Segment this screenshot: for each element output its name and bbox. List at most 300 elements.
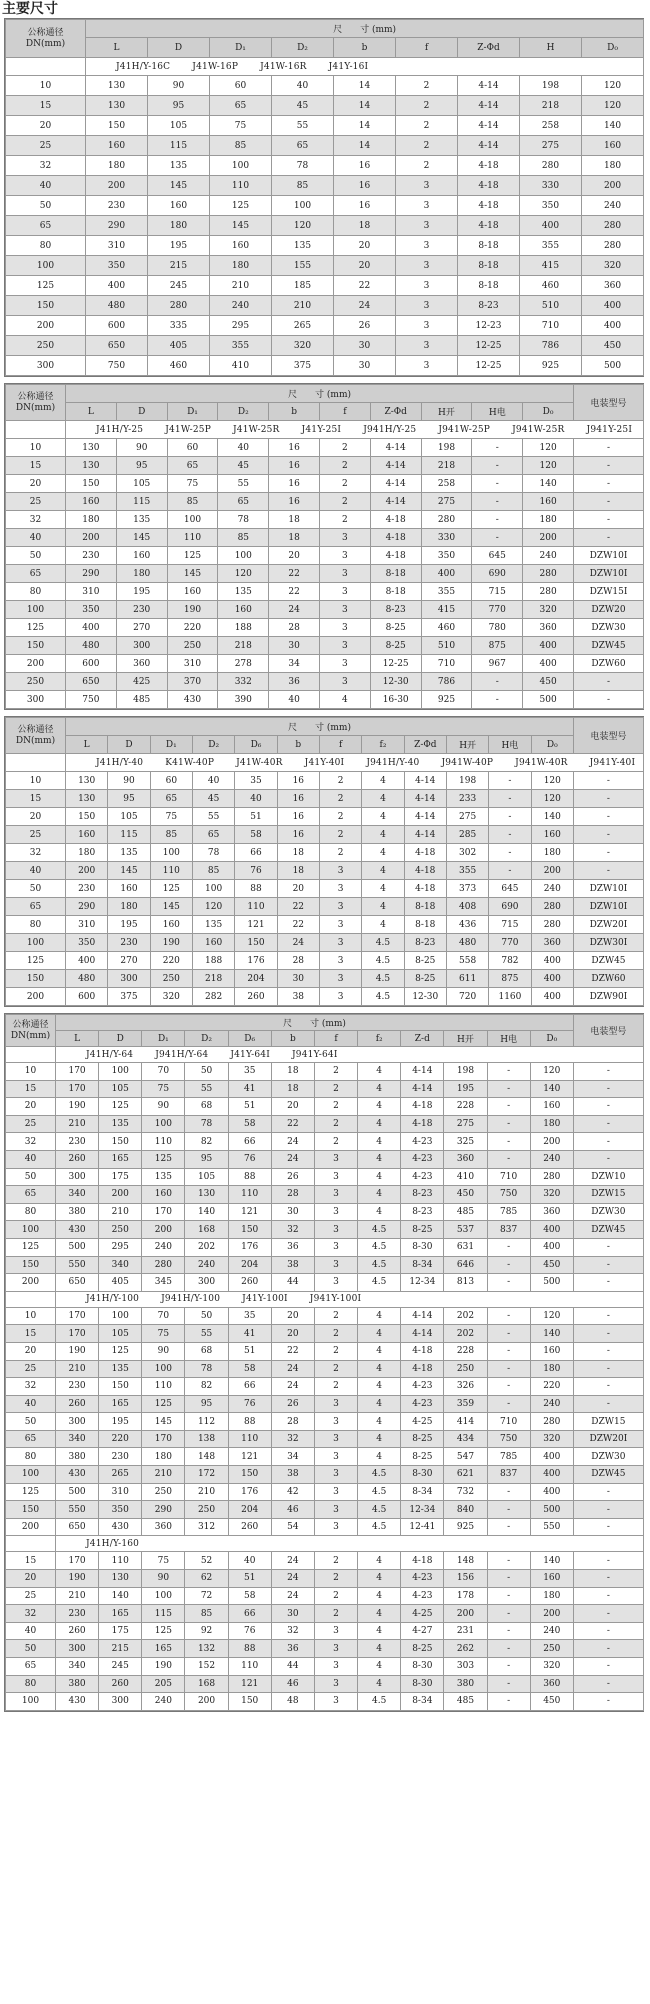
value-cell: 110 [228,1658,271,1676]
value-cell: 8-23 [404,934,446,952]
value-cell: 41 [228,1325,271,1343]
value-cell: 250 [530,1640,573,1658]
dn-cell: 65 [6,1430,56,1448]
dn-cell: 25 [6,1587,56,1605]
value-cell: - [487,1570,530,1588]
value-cell: 925 [520,356,582,376]
value-cell: 2 [396,136,458,156]
value-cell: - [487,1256,530,1274]
value-cell: 85 [272,176,334,196]
dn-cell: 65 [6,898,66,916]
value-cell: - [573,1501,643,1519]
table-row [6,1150,644,1168]
value-cell: 645 [489,880,531,898]
dn-cell: 125 [6,276,86,296]
column-header: H电 [489,736,531,754]
value-cell: 320 [582,256,644,276]
value-cell: 230 [56,1378,99,1396]
value-cell: 925 [444,1518,487,1536]
value-cell: 280 [530,1413,573,1431]
value-cell: 44 [271,1274,314,1292]
value-cell: 4-14 [401,1307,444,1325]
value-cell: 100 [99,1063,142,1081]
model-name: J941W-40P [441,757,494,768]
value-cell: 150 [235,934,277,952]
value-cell: 4-23 [401,1570,444,1588]
value-cell: 72 [185,1587,228,1605]
value-cell: 210 [99,1203,142,1221]
value-cell: 460 [148,356,210,376]
value-cell: 260 [228,1518,271,1536]
value-cell: 8-18 [458,256,520,276]
value-cell: 95 [185,1395,228,1413]
column-header: H [520,38,582,58]
column-header: b [271,1031,314,1047]
value-cell: 690 [472,565,523,583]
dn-cell: 50 [6,547,66,565]
dn-cell: 15 [6,1552,56,1570]
value-cell: 135 [99,1360,142,1378]
value-cell: 8-30 [401,1658,444,1676]
value-cell: 20 [269,547,320,565]
value-cell: 720 [446,988,488,1006]
value-cell: 837 [487,1221,530,1239]
value-cell: 3 [396,256,458,276]
value-cell: 8-25 [401,1640,444,1658]
value-cell: 130 [66,790,108,808]
dn-cell: 150 [6,1501,56,1519]
table-row [6,511,644,529]
value-cell: 2 [319,511,370,529]
value-cell: - [489,826,531,844]
column-header: L [86,38,148,58]
value-cell: 875 [472,637,523,655]
value-cell: 360 [531,934,573,952]
value-cell: - [487,1133,530,1151]
value-cell: 3 [314,1186,357,1204]
dn-cell: 250 [6,673,66,691]
value-cell: 100 [142,1115,185,1133]
value-cell: 360 [142,1518,185,1536]
value-cell: 198 [520,76,582,96]
value-cell: 4.5 [358,1221,401,1239]
value-cell: DZW20I [573,1430,643,1448]
value-cell: - [487,1098,530,1116]
value-cell: 4 [362,808,404,826]
value-cell: - [487,1518,530,1536]
value-cell: 8-25 [404,970,446,988]
value-cell: 3 [319,529,370,547]
value-cell: 350 [421,547,472,565]
dn-cell: 100 [6,601,66,619]
value-cell: 160 [192,934,234,952]
table-row [6,1098,644,1116]
value-cell: 180 [116,565,167,583]
value-cell: 66 [228,1378,271,1396]
value-cell: 4 [358,1395,401,1413]
value-cell: 770 [472,601,523,619]
value-cell: 380 [56,1675,99,1693]
value-cell: 38 [277,988,319,1006]
model-name: J41W-25P [165,424,211,435]
value-cell: 170 [56,1063,99,1081]
value-cell: 180 [530,1360,573,1378]
value-cell: 280 [582,216,644,236]
value-cell: - [573,1518,643,1536]
value-cell: - [487,1622,530,1640]
value-cell: 3 [319,601,370,619]
value-cell: DZW30I [573,934,643,952]
value-cell: 75 [150,808,192,826]
value-cell: 4-14 [401,1080,444,1098]
dn-cell: 80 [6,1675,56,1693]
value-cell: 55 [185,1080,228,1098]
dn-cell: 50 [6,1168,56,1186]
value-cell: 8-25 [401,1430,444,1448]
value-cell: 135 [108,844,150,862]
value-cell: 355 [520,236,582,256]
value-cell: 3 [314,1448,357,1466]
value-cell: 240 [531,880,573,898]
value-cell: 280 [520,156,582,176]
value-cell: - [487,1658,530,1676]
value-cell: 4-27 [401,1622,444,1640]
value-cell: 240 [142,1238,185,1256]
value-cell: 60 [210,76,272,96]
value-cell: 82 [185,1378,228,1396]
dn-header [6,718,66,754]
value-cell: 500 [56,1238,99,1256]
value-cell: 20 [334,256,396,276]
value-cell: 150 [66,808,108,826]
value-cell: 14 [334,96,396,116]
value-cell: 200 [99,1186,142,1204]
value-cell: 345 [142,1274,185,1292]
value-cell: 360 [530,1675,573,1693]
column-header: f₂ [358,1031,401,1047]
value-cell: 125 [142,1395,185,1413]
table-row [6,1325,644,1343]
table-row [6,1448,644,1466]
value-cell: 36 [271,1238,314,1256]
value-cell: 3 [319,988,361,1006]
table-row [6,1063,644,1081]
value-cell: 3 [314,1483,357,1501]
value-cell: 90 [108,772,150,790]
value-cell: 20 [271,1325,314,1343]
value-cell: 200 [142,1221,185,1239]
column-header: D₂ [272,38,334,58]
value-cell: - [487,1080,530,1098]
column-header: H电 [487,1031,530,1047]
model-row-spacer [6,1291,56,1307]
table-row [6,1360,644,1378]
value-cell: 130 [66,439,117,457]
column-header: f [319,403,370,421]
value-cell: 260 [228,1274,271,1292]
value-cell: 58 [228,1360,271,1378]
value-cell: 170 [142,1430,185,1448]
table-row [6,601,644,619]
dn-cell: 65 [6,1658,56,1676]
value-cell: 14 [334,116,396,136]
value-cell: DZW10 [573,1168,643,1186]
value-cell: DZW15 [573,1413,643,1431]
value-cell: - [487,1587,530,1605]
value-cell: 250 [99,1221,142,1239]
value-cell: 4 [362,880,404,898]
value-cell: 430 [56,1693,99,1711]
model-name: J941W-25P [438,424,491,435]
value-cell: 4 [358,1115,401,1133]
value-cell: 82 [185,1133,228,1151]
value-cell: 125 [142,1622,185,1640]
value-cell: 3 [319,934,361,952]
value-cell: 4-23 [401,1168,444,1186]
value-cell: 4-23 [401,1150,444,1168]
column-header: f [314,1031,357,1047]
value-cell: - [573,772,643,790]
value-cell: 150 [228,1693,271,1711]
value-cell: 3 [314,1622,357,1640]
value-cell: 2 [314,1133,357,1151]
value-cell: 22 [271,1342,314,1360]
value-cell: 3 [319,619,370,637]
value-cell: 4-18 [401,1098,444,1116]
value-cell: 65 [210,96,272,116]
value-cell: 105 [99,1080,142,1098]
value-cell: 30 [271,1605,314,1623]
value-cell: - [573,1395,643,1413]
dn-cell: 200 [6,988,66,1006]
value-cell: 400 [530,1238,573,1256]
value-cell: 4-23 [401,1133,444,1151]
value-cell: 2 [314,1552,357,1570]
value-cell: 460 [520,276,582,296]
value-cell: 88 [228,1413,271,1431]
value-cell: 110 [99,1552,142,1570]
value-cell: 218 [192,970,234,988]
value-cell: 90 [142,1570,185,1588]
value-cell: 4 [362,790,404,808]
table-row [6,1658,644,1676]
value-cell: - [573,826,643,844]
dimension-tables [0,18,650,1712]
value-cell: 3 [396,336,458,356]
value-cell: 380 [444,1675,487,1693]
value-cell: - [573,1080,643,1098]
value-cell: 24 [271,1133,314,1151]
table-row [6,1675,644,1693]
value-cell: 405 [99,1274,142,1292]
value-cell: - [573,1570,643,1588]
value-cell: 3 [396,356,458,376]
value-cell: 220 [99,1430,142,1448]
value-cell: 26 [271,1395,314,1413]
model-list [66,421,644,439]
value-cell: 120 [192,898,234,916]
table-row [6,988,644,1006]
value-cell: 310 [66,583,117,601]
dn-cell: 100 [6,256,86,276]
value-cell: 18 [269,511,320,529]
value-cell: 65 [192,826,234,844]
value-cell: 3 [314,1518,357,1536]
value-cell: 160 [210,236,272,256]
value-cell: 65 [218,493,269,511]
value-cell: 150 [99,1378,142,1396]
value-cell: 8-25 [401,1448,444,1466]
value-cell: 32 [271,1221,314,1239]
value-cell: 8-25 [370,619,421,637]
value-cell: 4-14 [458,96,520,116]
value-cell: 715 [472,583,523,601]
value-cell: 140 [185,1203,228,1221]
dn-header [6,385,66,421]
value-cell: 75 [210,116,272,136]
model-name: J41W-16P [192,61,239,72]
value-cell: 3 [314,1675,357,1693]
value-cell: 4-18 [370,547,421,565]
value-cell: DZW10I [573,898,643,916]
value-cell: 4-14 [370,493,421,511]
column-header: b [277,736,319,754]
value-cell: 510 [520,296,582,316]
value-cell: DZW30 [573,1203,643,1221]
dn-cell: 10 [6,1063,56,1081]
model-name: J41W-16R [260,61,307,72]
column-header-row [6,38,644,58]
value-cell: 92 [185,1622,228,1640]
value-cell: 8-18 [370,583,421,601]
table-row [6,844,644,862]
value-cell: 16 [269,493,320,511]
dn-cell: 150 [6,637,66,655]
column-header: L [66,403,117,421]
value-cell: 95 [116,457,167,475]
value-cell: 750 [86,356,148,376]
value-cell: 400 [523,637,574,655]
model-name: J41H/Y-64 [86,1049,134,1060]
value-cell: 4-14 [370,439,421,457]
value-cell: 275 [444,1115,487,1133]
value-cell: 168 [185,1221,228,1239]
model-list [66,754,644,772]
value-cell: 110 [142,1378,185,1396]
table-row [6,1518,644,1536]
value-cell: 160 [108,880,150,898]
value-cell: 58 [228,1115,271,1133]
dn-cell: 100 [6,1466,56,1484]
value-cell: 85 [167,493,218,511]
value-cell: 4-14 [401,1063,444,1081]
value-cell: 300 [56,1640,99,1658]
column-header: Z-Φd [404,736,446,754]
value-cell: 3 [319,898,361,916]
value-cell: 415 [421,601,472,619]
value-cell: 40 [269,691,320,709]
value-cell: 285 [446,826,488,844]
value-cell: 18 [277,862,319,880]
value-cell: 2 [319,844,361,862]
value-cell: 145 [167,565,218,583]
value-cell: 22 [277,916,319,934]
value-cell: DZW10I [574,565,644,583]
column-header: D₆ [228,1031,271,1047]
value-cell: 400 [66,952,108,970]
value-cell: 145 [148,176,210,196]
value-cell: 3 [314,1274,357,1292]
value-cell: 135 [116,511,167,529]
value-cell: 188 [192,952,234,970]
value-cell: 218 [421,457,472,475]
table-row [6,1342,644,1360]
value-cell: 170 [56,1080,99,1098]
value-cell: 4 [358,1570,401,1588]
value-cell: 95 [148,96,210,116]
value-cell: - [573,1658,643,1676]
model-row [6,1047,644,1063]
value-cell: - [489,790,531,808]
value-cell: 2 [396,96,458,116]
value-cell: 230 [99,1448,142,1466]
value-cell: 45 [218,457,269,475]
value-cell: 16 [277,772,319,790]
value-cell: 4-14 [370,457,421,475]
value-cell: 132 [185,1640,228,1658]
value-cell: 215 [148,256,210,276]
value-cell: 130 [66,772,108,790]
dn-cell: 32 [6,1378,56,1396]
value-cell: 400 [523,655,574,673]
value-cell: 140 [99,1587,142,1605]
value-cell: 210 [142,1466,185,1484]
value-cell: 140 [523,475,574,493]
value-cell: 3 [314,1693,357,1711]
value-cell: 4 [358,1203,401,1221]
value-cell: 28 [277,952,319,970]
value-cell: 450 [530,1693,573,1711]
dn-cell: 10 [6,76,86,96]
value-cell: 210 [185,1483,228,1501]
value-cell: 3 [319,952,361,970]
value-cell: 400 [520,216,582,236]
value-cell: 228 [444,1098,487,1116]
value-cell: 60 [150,772,192,790]
model-name: J41Y-100I [242,1294,288,1305]
value-cell: 280 [531,898,573,916]
model-row-spacer [6,58,86,76]
value-cell: 485 [116,691,167,709]
value-cell: 786 [520,336,582,356]
value-cell: DZW20 [574,601,644,619]
value-cell: 51 [228,1342,271,1360]
value-cell: 400 [530,1466,573,1484]
value-cell: 240 [530,1395,573,1413]
column-header: L [66,736,108,754]
value-cell: 130 [86,76,148,96]
value-cell: 4 [358,1307,401,1325]
dn-cell: 25 [6,136,86,156]
value-cell: - [573,1483,643,1501]
value-cell: 400 [66,619,117,637]
value-cell: 2 [314,1605,357,1623]
value-cell: 380 [56,1203,99,1221]
value-cell: 176 [235,952,277,970]
value-cell: 3 [319,916,361,934]
value-cell: 3 [396,236,458,256]
value-cell: 2 [396,116,458,136]
